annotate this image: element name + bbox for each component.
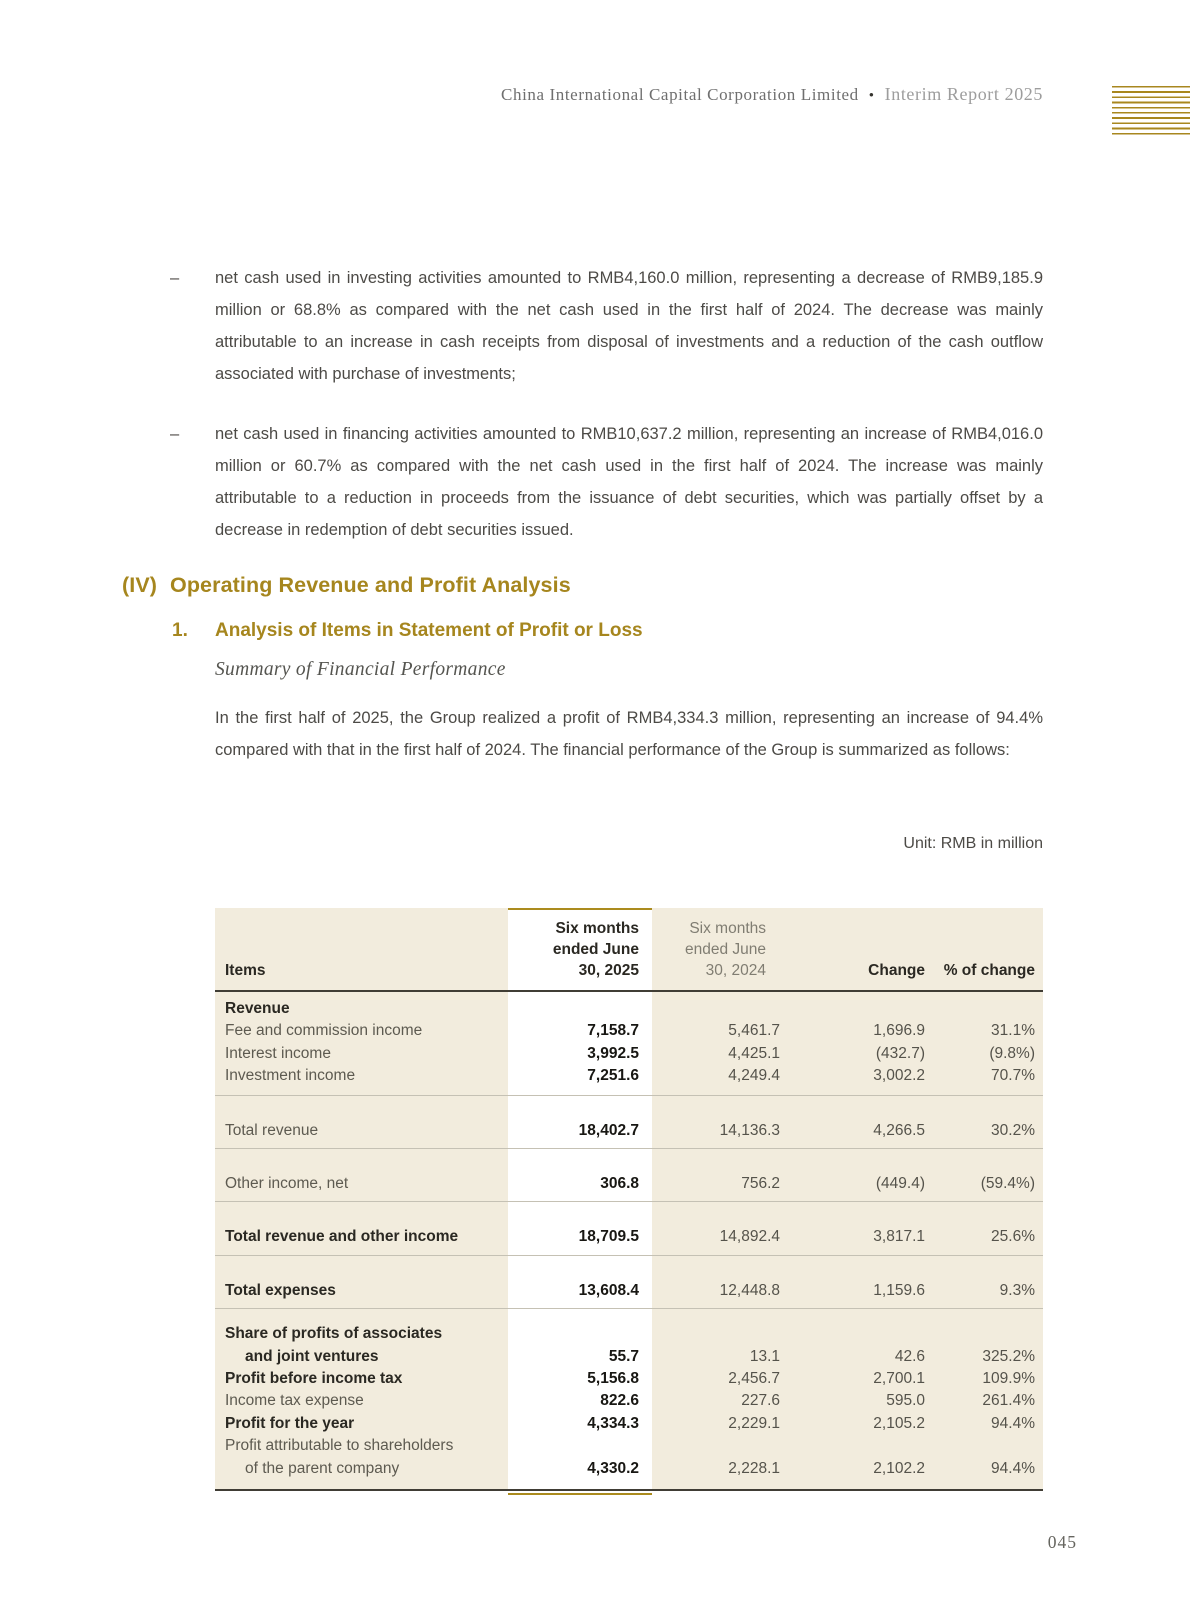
section-title: Operating Revenue and Profit Analysis [170,573,571,597]
table-row-group [215,1149,1043,1201]
table-cell: Other income, net [225,1175,349,1193]
table-cell: 1,696.9 [873,1022,925,1040]
table-cell: 9.3% [999,1281,1035,1299]
table-cell: 4,266.5 [873,1121,925,1139]
table-cell: 5,156.8 [587,1370,639,1388]
intro-paragraph: In the first half of 2025, the Group realized a profit of RMB4,334.3 million, representing an increase of 94.4% compared with that in the first half of 2024. The financial performance of the Group is summarized as follows: [215,709,1043,759]
subsection-number: 1. [172,620,188,641]
table-cell: 2,102.2 [873,1459,925,1477]
table-row [215,1020,1043,1042]
table-body [215,992,1043,1489]
table-cell [782,1323,927,1345]
table-cell [508,998,652,1020]
table-row [215,1390,1043,1412]
dash-bullet-marker: – [170,425,180,443]
table-cell: 227.6 [741,1392,780,1410]
table-cell: 55.7 [608,1347,639,1365]
table-cell: 325.2% [982,1347,1035,1365]
table-cell: 306.8 [600,1175,639,1193]
table-header-row [215,908,1043,992]
table-row-group [215,1096,1043,1148]
table-cell: Interest income [225,1044,331,1062]
table-row [215,1435,1043,1457]
table-cell: Revenue [225,1000,290,1017]
table-cell: 7,158.7 [587,1022,639,1040]
table-row [215,1458,1043,1480]
table-cell: 18,402.7 [578,1121,639,1139]
table-cell: Profit before income tax [225,1370,403,1388]
table-cell: Total revenue [225,1121,319,1139]
subsection-heading [172,620,643,642]
table-cell: 25.6% [991,1228,1035,1246]
table-cell: Fee and commission income [225,1022,423,1040]
table-cell: 2,229.1 [728,1414,780,1432]
column-header-pct-change: % of change [943,962,1035,979]
table-row [215,1413,1043,1435]
table-cell: 5,461.7 [728,1022,780,1040]
gold-stripes-decoration [1112,86,1190,137]
header-company-name: China International Capital Corporation Limited [501,85,859,104]
table-cell: 4,330.2 [587,1459,639,1477]
table-cell: 7,251.6 [587,1067,639,1085]
table-cell: Share of profits of associates [225,1325,443,1343]
summary-subtitle: Summary of Financial Performance [215,659,506,680]
subsection-title: Analysis of Items in Statement of Profit or Loss [215,620,643,641]
table-cell [508,1435,652,1457]
bullet-text: net cash used in investing activities amounted to RMB4,160.0 million, representing a decrease of RMB9,185.9 million or 68.8% as compared with the net cash used in the first half of 2024. The decrease was mainly attributable to an increase in cash receipts from disposal of investments and a reduction of the cash outflow associated with purchase of investments; [215,269,1043,383]
section-heading [122,573,571,598]
table-cell: (9.8%) [989,1044,1035,1062]
table-cell [652,1435,782,1457]
table-cell: 18,709.5 [578,1228,639,1246]
page-number: 045 [1047,1532,1077,1552]
table-cell: 94.4% [991,1459,1035,1477]
table-cell: 2,456.7 [728,1370,780,1388]
table-cell: 4,425.1 [728,1044,780,1062]
header-report-title: Interim Report 2025 [884,84,1043,104]
table-cell: 94.4% [991,1414,1035,1432]
table-row [215,1065,1043,1087]
table-cell [508,1323,652,1345]
header-separator-dot: • [868,88,875,104]
table-cell [927,1435,1043,1457]
table-cell: 42.6 [894,1347,925,1365]
table-cell: 30.2% [991,1121,1035,1139]
table-cell [927,1323,1043,1345]
table-cell: 4,334.3 [587,1414,639,1432]
bullet-investing-activities [170,262,1043,390]
table-cell [652,1323,782,1345]
table-cell: of the parent company [245,1459,400,1477]
table-cell: (432.7) [875,1044,925,1062]
table-cell: 4,249.4 [728,1067,780,1085]
table-row [215,1173,1043,1195]
table-cell: 3,002.2 [873,1067,925,1085]
table-cell: 595.0 [886,1392,925,1410]
column-header-2024: Six months ended June 30, 2024 [684,920,766,979]
table-cell: Profit for the year [225,1414,355,1432]
table-cell [652,998,782,1020]
table-cell: 14,136.3 [719,1121,780,1139]
table-row [215,998,1043,1020]
table-cell: 109.9% [982,1370,1035,1388]
table-row [215,1226,1043,1248]
table-cell [782,998,927,1020]
table-cell: 1,159.6 [873,1281,925,1299]
table-cell: 14,892.4 [719,1228,780,1246]
table-row-group [215,1309,1043,1489]
table-row-group [215,992,1043,1095]
unit-note: Unit: RMB in million [903,835,1043,852]
financial-table [215,908,1043,1491]
table-cell: 13,608.4 [578,1281,639,1299]
table-cell: Total expenses [225,1281,336,1299]
table-cell: 822.6 [600,1392,639,1410]
column-header-change: Change [868,962,925,979]
table-row [215,1346,1043,1368]
table-cell: and joint ventures [245,1347,379,1365]
table-cell: (449.4) [875,1175,925,1193]
table-row [215,1280,1043,1302]
table-cell: Investment income [225,1067,356,1085]
table-cell: 12,448.8 [719,1281,780,1299]
table-row [215,1368,1043,1390]
dash-bullet-marker: – [170,269,180,287]
table-cell: 31.1% [991,1022,1035,1040]
bullet-financing-activities [170,418,1043,546]
table-cell: 3,992.5 [587,1044,639,1062]
table-row [215,1043,1043,1065]
table-cell: Total revenue and other income [225,1228,459,1246]
table-cell: Income tax expense [225,1392,364,1410]
section-number: (IV) [122,573,158,597]
column-header-2025: Six months ended June 30, 2025 [552,920,639,979]
gold-bottom-border [508,1493,652,1495]
table-cell: 3,817.1 [873,1228,925,1246]
table-row [215,1120,1043,1142]
table-cell: 2,105.2 [873,1414,925,1432]
table-cell: (59.4%) [980,1175,1035,1193]
page-header [501,84,1043,105]
table-cell: 2,700.1 [873,1370,925,1388]
table-cell: 13.1 [749,1347,780,1365]
table-cell [782,1435,927,1457]
table-row-group [215,1256,1043,1308]
table-cell: 70.7% [991,1067,1035,1085]
table-cell [927,998,1043,1020]
column-header-items: Items [225,962,266,979]
table-row-group [215,1202,1043,1254]
bullet-text: net cash used in financing activities amounted to RMB10,637.2 million, representing an increase of RMB4,016.0 million or 60.7% as compared with the net cash used in the first half of 2024. The increase was mainly attributable to a reduction in proceeds from the issuance of debt securities, which was partially offset by a decrease in redemption of debt securities issued. [215,425,1043,539]
table-cell: 261.4% [982,1392,1035,1410]
table-cell: 756.2 [741,1175,780,1193]
table-cell: 2,228.1 [728,1459,780,1477]
table-cell: Profit attributable to shareholders [225,1437,454,1455]
table-row [215,1323,1043,1345]
